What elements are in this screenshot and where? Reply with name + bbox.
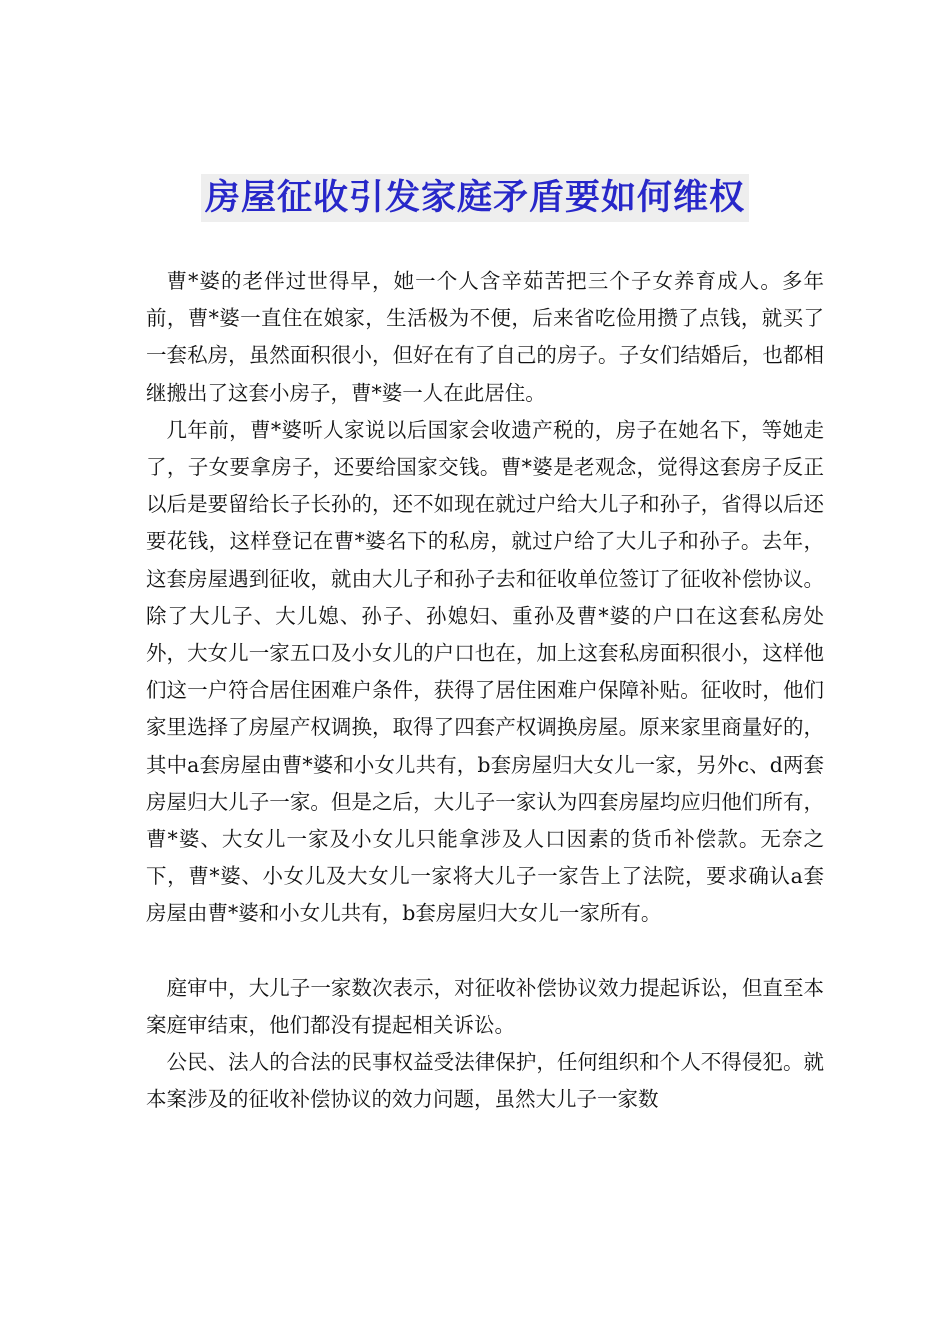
paragraph-3: 庭审中，大儿子一家数次表示，对征收补偿协议效力提起诉讼，但直至本案庭审结束，他们都没有提起相关诉讼。 — [146, 975, 824, 1038]
paragraph-4: 公民、法人的合法的民事权益受法律保护，任何组织和个人不得侵犯。就本案涉及的征收补偿协议的效力问题，虽然大儿子一家数 — [146, 1050, 824, 1112]
paragraph-gap — [146, 933, 824, 970]
document-body — [146, 263, 824, 1119]
paragraph-1: 曹*婆的老伴过世得早，她一个人含辛茹苦把三个子女养育成人。多年前，曹*婆一直住在娘家，生活极为不便，后来省吃俭用攒了点钱，就买了一套私房，虽然面积很小，但好在有了自己的房子。子女们结婚后，也都相继搬出了这套小房子，曹*婆一人在此居住。 — [146, 269, 824, 405]
document-title: 房屋征收引发家庭矛盾要如何维权 — [201, 174, 749, 222]
title-container — [0, 174, 950, 222]
paragraph-2: 几年前，曹*婆听人家说以后国家会收遗产税的，房子在她名下，等她走了，子女要拿房子，还要给国家交钱。曹*婆是老观念，觉得这套房子反正以后是要留给长子长孙的，还不如现在就过户给大儿子和孙子，省得以后还要花钱，这样登记在曹*婆名下的私房，就过户给了大儿子和孙子。去年，这套房屋遇到征收，就由大儿子和孙子去和征收单位签订了征收补偿协议。除了大儿子、大儿媳、孙子、孙媳妇、重孙及曹*婆的户口在这套私房处外，大女儿一家五口及小女儿的户口也在，加上这套私房面积很小，这样他们这一户符合居住困难户条件，获得了居住困难户保障补贴。征收时，他们家里选择了房屋产权调换，取得了四套产权调换房屋。原来家里商量好的，其中a套房屋由曹*婆和小女儿共有，b套房屋归大女儿一家，另外c、d两套房屋归大儿子一家。但是之后，大儿子一家认为四套房屋均应归他们所有，曹*婆、大女儿一家及小女儿只能拿涉及人口因素的货币补偿款。无奈之下，曹*婆、小女儿及大女儿一家将大儿子一家告上了法院，要求确认a套房屋由曹*婆和小女儿共有，b套房屋归大女儿一家所有。 — [146, 417, 824, 926]
